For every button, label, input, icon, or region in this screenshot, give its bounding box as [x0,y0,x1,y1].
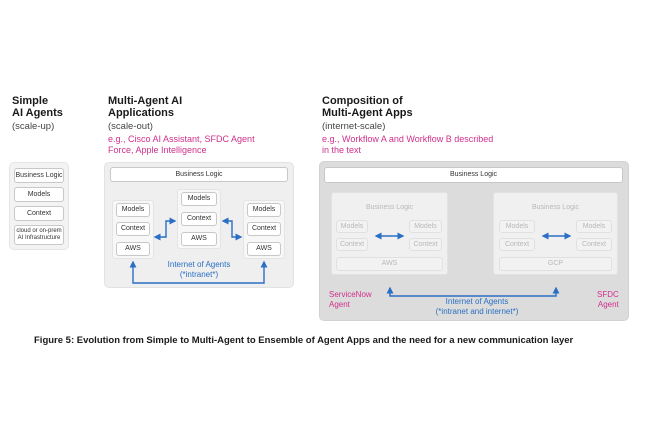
composition-subtitle: (internet-scale) [322,121,386,132]
composition-left-context-a: Context [336,238,368,251]
composition-right-context-b: Context [576,238,612,251]
composition-left-agent-label: ServiceNow Agent [329,290,372,309]
composition-title: Composition of Multi-Agent Apps [322,95,413,119]
composition-right-models-b: Models [576,220,612,233]
composition-right-models-a: Models [499,220,535,233]
composition-right-context-a: Context [499,238,535,251]
multi-left-context: Context [116,222,150,236]
multi-subtitle: (scale-out) [108,121,153,132]
composition-network-label: Internet of Agents (*intranet and internet*) [435,297,519,316]
simple-context: Context [14,206,64,221]
simple-infrastructure: cloud or on-prem AI Infrastructure [14,225,64,245]
multi-middle-aws: AWS [181,232,217,246]
multi-right-context: Context [247,222,281,236]
multi-left-models: Models [116,203,150,217]
multi-middle-context: Context [181,212,217,226]
simple-title: Simple AI Agents [12,95,63,119]
multi-right-aws: AWS [247,242,281,256]
figure-caption: Figure 5: Evolution from Simple to Multi-Agent to Ensemble of Agent Apps and the need for a new communication layer [34,335,574,346]
composition-left-context-b: Context [409,238,442,251]
multi-middle-models: Models [181,192,217,206]
composition-left-cloud: AWS [336,257,443,271]
simple-subtitle: (scale-up) [12,121,55,132]
simple-models: Models [14,187,64,202]
composition-right-cloud: GCP [499,257,612,271]
composition-right-business-logic: Business Logic [531,204,580,211]
composition-left-models-b: Models [409,220,442,233]
multi-example: e.g., Cisco AI Assistant, SFDC Agent Force, Apple Intelligence [108,134,255,155]
multi-network-label: Internet of Agents (*intranet*) [167,260,231,279]
composition-right-agent-label: SFDC Agent [597,290,619,309]
multi-right-models: Models [247,203,281,217]
simple-business-logic: Business Logic [14,168,64,183]
composition-business-logic: Business Logic [324,167,623,183]
composition-left-business-logic: Business Logic [365,204,414,211]
composition-example: e.g., Workflow A and Workflow B described in the text [322,134,494,155]
composition-left-models-a: Models [336,220,368,233]
multi-business-logic: Business Logic [110,167,288,182]
multi-left-aws: AWS [116,242,150,256]
multi-title: Multi-Agent AI Applications [108,95,183,119]
